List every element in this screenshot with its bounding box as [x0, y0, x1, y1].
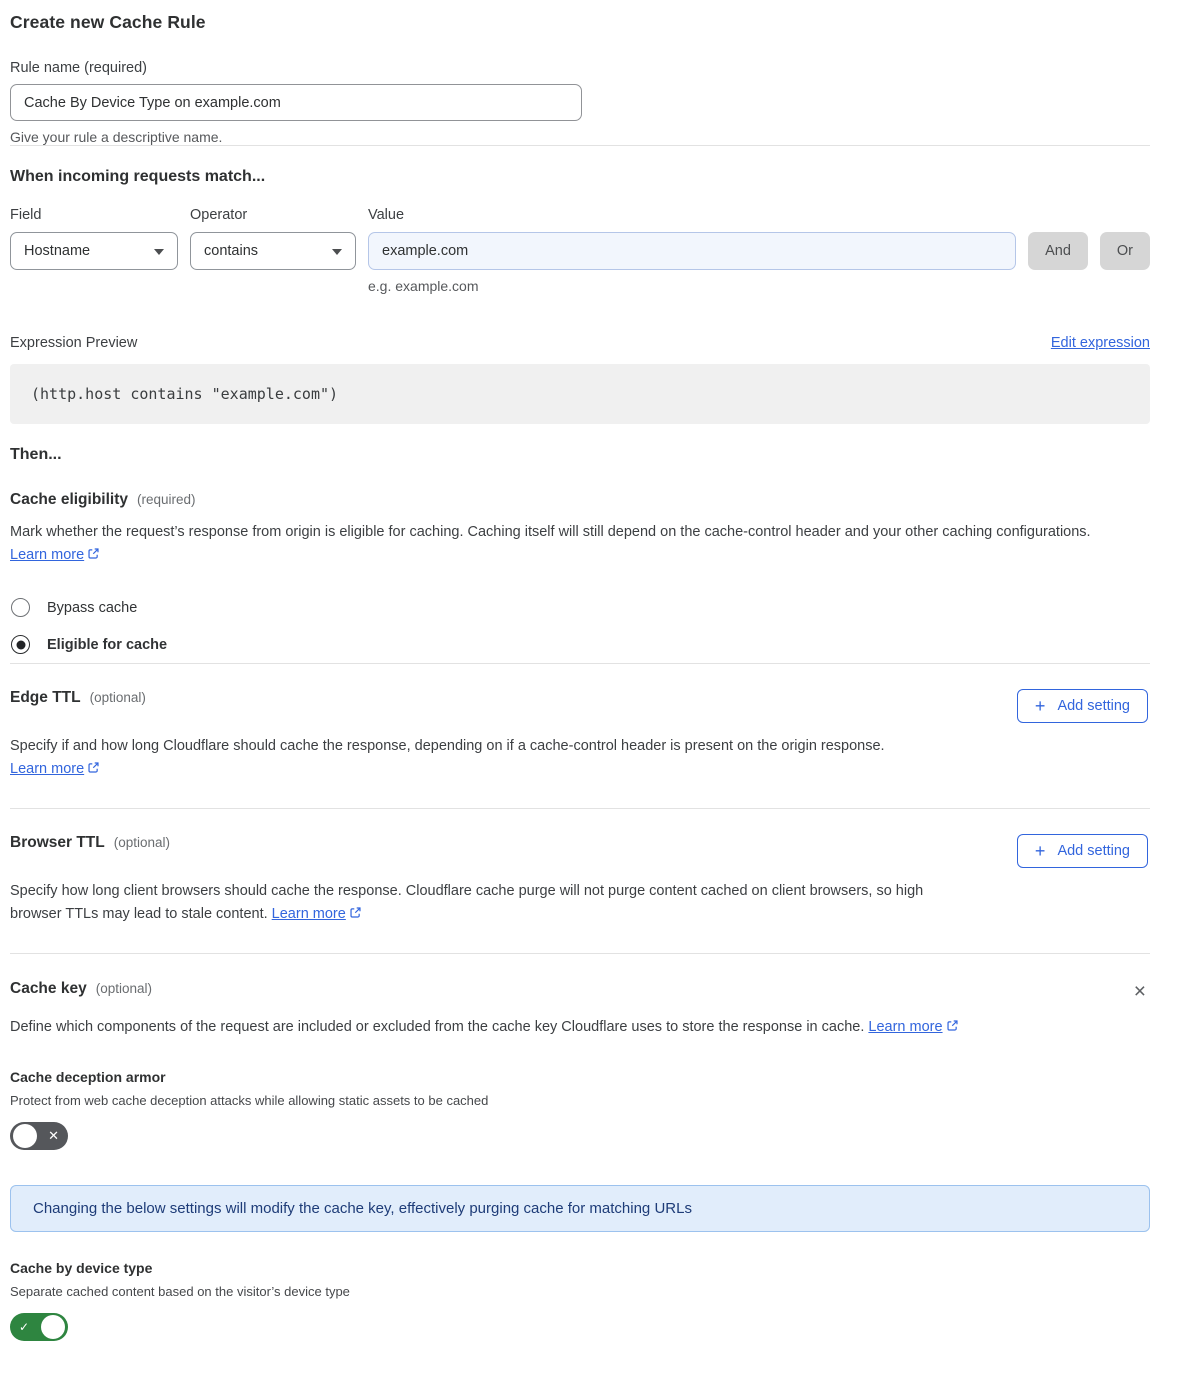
cache-key-title: Cache key	[10, 980, 87, 997]
cache-key-heading	[10, 980, 152, 998]
chevron-down-icon	[154, 243, 164, 259]
cache-key-notice-banner	[10, 1185, 1150, 1232]
value-helper: e.g. example.com	[368, 278, 479, 294]
external-link-icon	[349, 904, 362, 927]
toggle-on-check-icon: ✓	[19, 1320, 30, 1334]
cache-deception-armor-title: Cache deception armor	[10, 1069, 166, 1085]
edge-ttl-add-setting-button[interactable]	[1017, 689, 1148, 723]
cache-deception-armor-toggle[interactable]	[10, 1122, 68, 1150]
cache-eligibility-options	[10, 589, 1150, 663]
rule-name-helper: Give your rule a descriptive name.	[10, 129, 223, 145]
field-select-value: Hostname	[24, 243, 91, 259]
then-heading: Then...	[10, 446, 62, 463]
toggle-knob	[13, 1124, 37, 1148]
cache-eligibility-description	[10, 521, 1135, 568]
edge-ttl-heading	[10, 689, 146, 707]
divider	[10, 145, 1150, 146]
close-icon[interactable]: ×	[1133, 980, 1146, 1003]
cache-eligibility-heading	[10, 491, 1150, 509]
and-button[interactable]: And	[1028, 232, 1088, 270]
rule-name-label: Rule name (required)	[10, 60, 148, 76]
cache-eligibility-badge: (required)	[137, 492, 196, 507]
external-link-icon	[87, 759, 100, 782]
chevron-down-icon	[332, 243, 342, 259]
browser-ttl-title: Browser TTL	[10, 834, 105, 851]
external-link-icon	[946, 1017, 959, 1040]
edge-ttl-add-setting-label: Add setting	[1057, 698, 1130, 714]
edit-expression-link[interactable]: Edit expression	[1050, 335, 1150, 351]
bypass-cache-label: Bypass cache	[47, 599, 138, 616]
cache-deception-armor-description: Protect from web cache deception attacks while allowing static assets to be cached	[10, 1093, 489, 1108]
browser-ttl-description	[10, 880, 940, 927]
eligible-for-cache-label: Eligible for cache	[47, 636, 168, 653]
value-input[interactable]	[368, 232, 1016, 270]
cache-key-description	[10, 1016, 1050, 1040]
cache-by-device-type-title: Cache by device type	[10, 1260, 153, 1276]
expression-preview-label: Expression Preview	[10, 335, 138, 351]
rule-name-input[interactable]	[10, 84, 582, 121]
or-button[interactable]: Or	[1100, 232, 1150, 270]
value-column	[368, 207, 1016, 270]
operator-label: Operator	[190, 207, 248, 223]
cache-key-learn-more-link[interactable]: Learn more	[868, 1019, 943, 1035]
toggle-knob	[41, 1315, 65, 1339]
browser-ttl-learn-more-link[interactable]: Learn more	[271, 906, 346, 922]
plus-icon: +	[1034, 695, 1046, 716]
external-link-icon	[87, 545, 100, 568]
cache-eligibility-learn-more-link[interactable]: Learn more	[10, 547, 85, 563]
cache-eligibility-description-text: Mark whether the request’s response from origin is eligible for caching. Caching itself will still depend on the cache-control header and your other caching configurations.	[10, 524, 1091, 540]
radio-circle-icon	[11, 635, 30, 654]
cache-by-device-type-description: Separate cached content based on the visitor’s device type	[10, 1284, 350, 1299]
plus-icon: +	[1034, 840, 1046, 861]
browser-ttl-heading	[10, 834, 170, 852]
field-select[interactable]	[10, 232, 178, 270]
browser-ttl-section	[10, 809, 1150, 953]
cache-key-description-text: Define which components of the request are included or excluded from the cache key Cloudflare uses to store the response in cache.	[10, 1019, 869, 1035]
cache-key-badge: (optional)	[95, 981, 152, 996]
eligible-for-cache-radio[interactable]	[10, 626, 1150, 663]
operator-column	[190, 207, 356, 270]
cache-key-section	[10, 954, 1150, 1341]
bypass-cache-radio[interactable]	[10, 589, 1150, 626]
edge-ttl-learn-more-link[interactable]: Learn more	[10, 761, 85, 777]
match-section-heading: When incoming requests match...	[10, 168, 266, 185]
operator-select[interactable]	[190, 232, 356, 270]
edge-ttl-description-text: Specify if and how long Cloudflare should cache the response, depending on if a cache-control header is present on the origin response.	[10, 738, 885, 754]
browser-ttl-description-text: Specify how long client browsers should cache the response. Cloudflare cache purge will not purge content cached on client browsers, so high browser TTLs may lead to stale content.	[10, 883, 924, 922]
toggle-off-x-icon: ✕	[48, 1128, 59, 1143]
match-condition-row	[10, 207, 1150, 270]
operator-select-value: contains	[204, 243, 259, 259]
browser-ttl-badge: (optional)	[113, 835, 171, 850]
browser-ttl-add-setting-button[interactable]	[1017, 834, 1148, 868]
edge-ttl-description	[10, 735, 940, 782]
cache-eligibility-title: Cache eligibility	[10, 491, 129, 508]
edge-ttl-section	[10, 664, 1150, 808]
cache-key-notice-text: Changing the below settings will modify the cache key, effectively purging cache for matching URLs	[33, 1200, 692, 1217]
field-column	[10, 207, 178, 270]
value-label: Value	[368, 207, 405, 223]
browser-ttl-add-setting-label: Add setting	[1057, 843, 1130, 859]
expression-code-block	[10, 364, 1150, 424]
expression-preview-row	[10, 335, 1150, 351]
edge-ttl-title: Edge TTL	[10, 689, 81, 706]
radio-circle-icon	[11, 598, 30, 617]
page-title: Create new Cache Rule	[10, 12, 206, 32]
expression-code: (http.host contains "example.com")	[31, 385, 339, 403]
cache-by-device-type-toggle[interactable]	[10, 1313, 68, 1341]
edge-ttl-badge: (optional)	[89, 690, 146, 705]
field-label: Field	[10, 207, 42, 223]
